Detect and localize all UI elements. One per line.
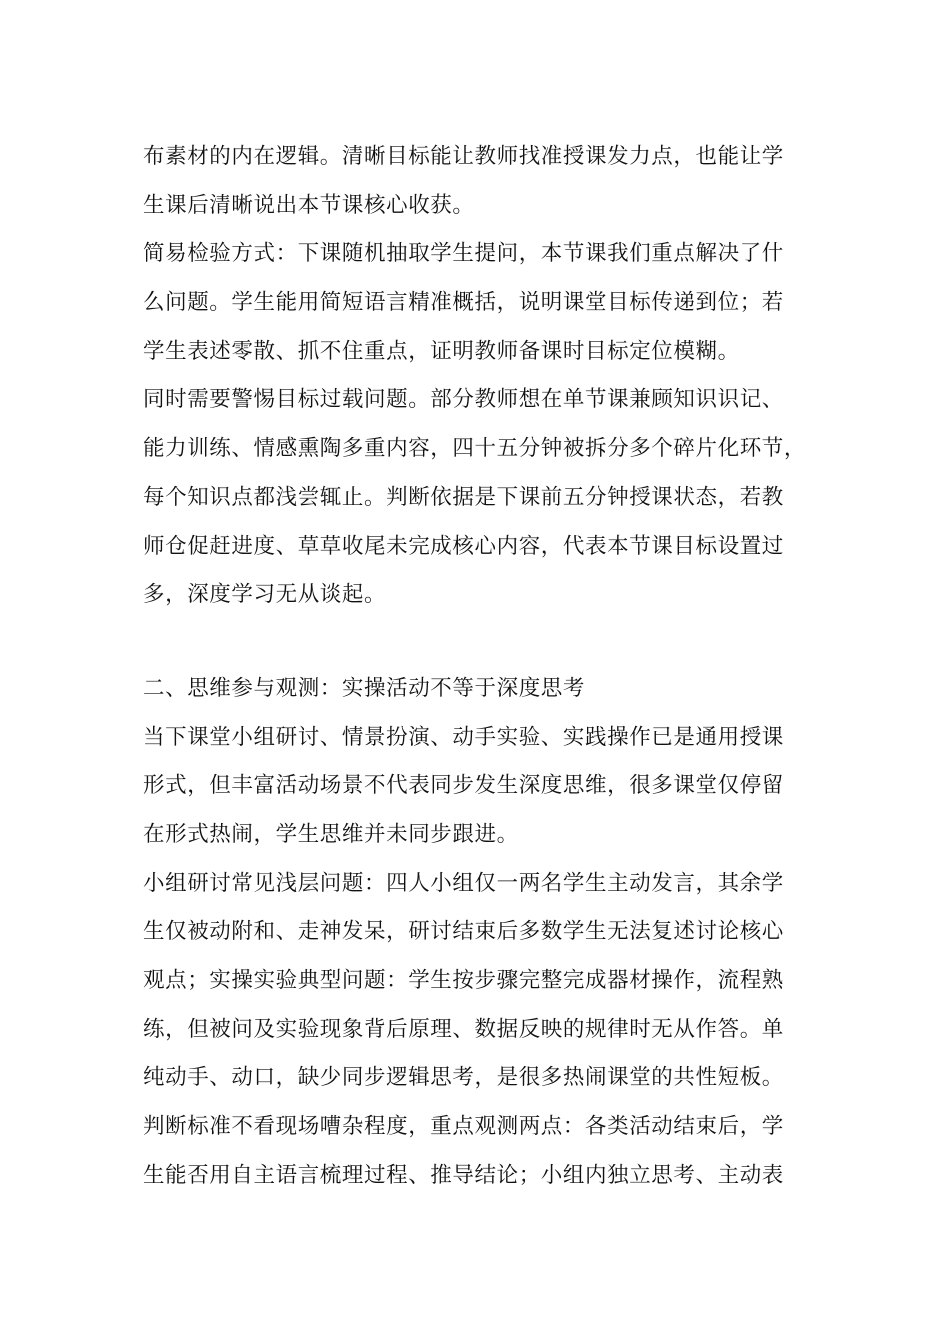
- text-line: 学生表述零散、抓不住重点，证明教师备课时目标定位模糊。: [143, 338, 740, 364]
- text-line: 练，但被问及实验现象背后原理、数据反映的规律时无从作答。单: [143, 1016, 784, 1042]
- section-spacer: [143, 620, 823, 665]
- paragraph-simple-check: [143, 230, 823, 376]
- text-line: 生能否用自主语言梳理过程、推导结论；小组内独立思考、主动表: [143, 1162, 784, 1188]
- text-line: 生课后清晰说出本节课核心收获。: [143, 192, 475, 218]
- text-line: 多，深度学习无从谈起。: [143, 582, 387, 608]
- text-line: 在形式热闹，学生思维并未同步跟进。: [143, 821, 519, 847]
- text-line: 布素材的内在逻辑。清晰目标能让教师找准授课发力点，也能让学: [143, 144, 784, 169]
- paragraph-activity-forms: [143, 714, 823, 860]
- text-line: 当下课堂小组研讨、情景扮演、动手实验、实践操作已是通用授课: [143, 724, 784, 750]
- text-line: 每个知识点都浅尝辄止。判断依据是下课前五分钟授课状态，若教: [143, 484, 784, 510]
- text-line: 同时需要警惕目标过载问题。部分教师想在单节课兼顾知识识记、: [143, 387, 784, 413]
- paragraph-goal-overload: [143, 376, 823, 619]
- document-body: [143, 133, 823, 1200]
- paragraph-shallow-problems: [143, 860, 823, 1103]
- text-line: 能力训练、情感熏陶多重内容，四十五分钟被拆分多个碎片化环节，: [143, 436, 807, 462]
- text-line: 纯动手、动口，缺少同步逻辑思考，是很多热闹课堂的共性短板。: [143, 1065, 784, 1091]
- text-line: 么问题。学生能用简短语言精准概括，说明课堂目标传递到位；若: [143, 290, 784, 316]
- text-line: 师仓促赶进度、草草收尾未完成核心内容，代表本节课目标设置过: [143, 533, 784, 559]
- text-line: 判断标准不看现场嘈杂程度，重点观测两点：各类活动结束后，学: [143, 1114, 784, 1140]
- text-line: 形式，但丰富活动场景不代表同步发生深度思维，很多课堂仅停留: [143, 773, 784, 799]
- section-heading: 二、思维参与观测：实操活动不等于深度思考: [143, 675, 586, 701]
- text-line: 观点；实操实验典型问题：学生按步骤完整完成器材操作，流程熟: [143, 968, 784, 993]
- text-line: 简易检验方式：下课随机抽取学生提问，本节课我们重点解决了什: [143, 241, 784, 267]
- paragraph-judging-criteria: [143, 1103, 823, 1200]
- text-line: 小组研讨常见浅层问题：四人小组仅一两名学生主动发言，其余学: [143, 870, 784, 896]
- text-line: 生仅被动附和、走神发呆，研讨结束后多数学生无法复述讨论核心: [143, 919, 784, 945]
- paragraph-target-clarity: [143, 133, 823, 230]
